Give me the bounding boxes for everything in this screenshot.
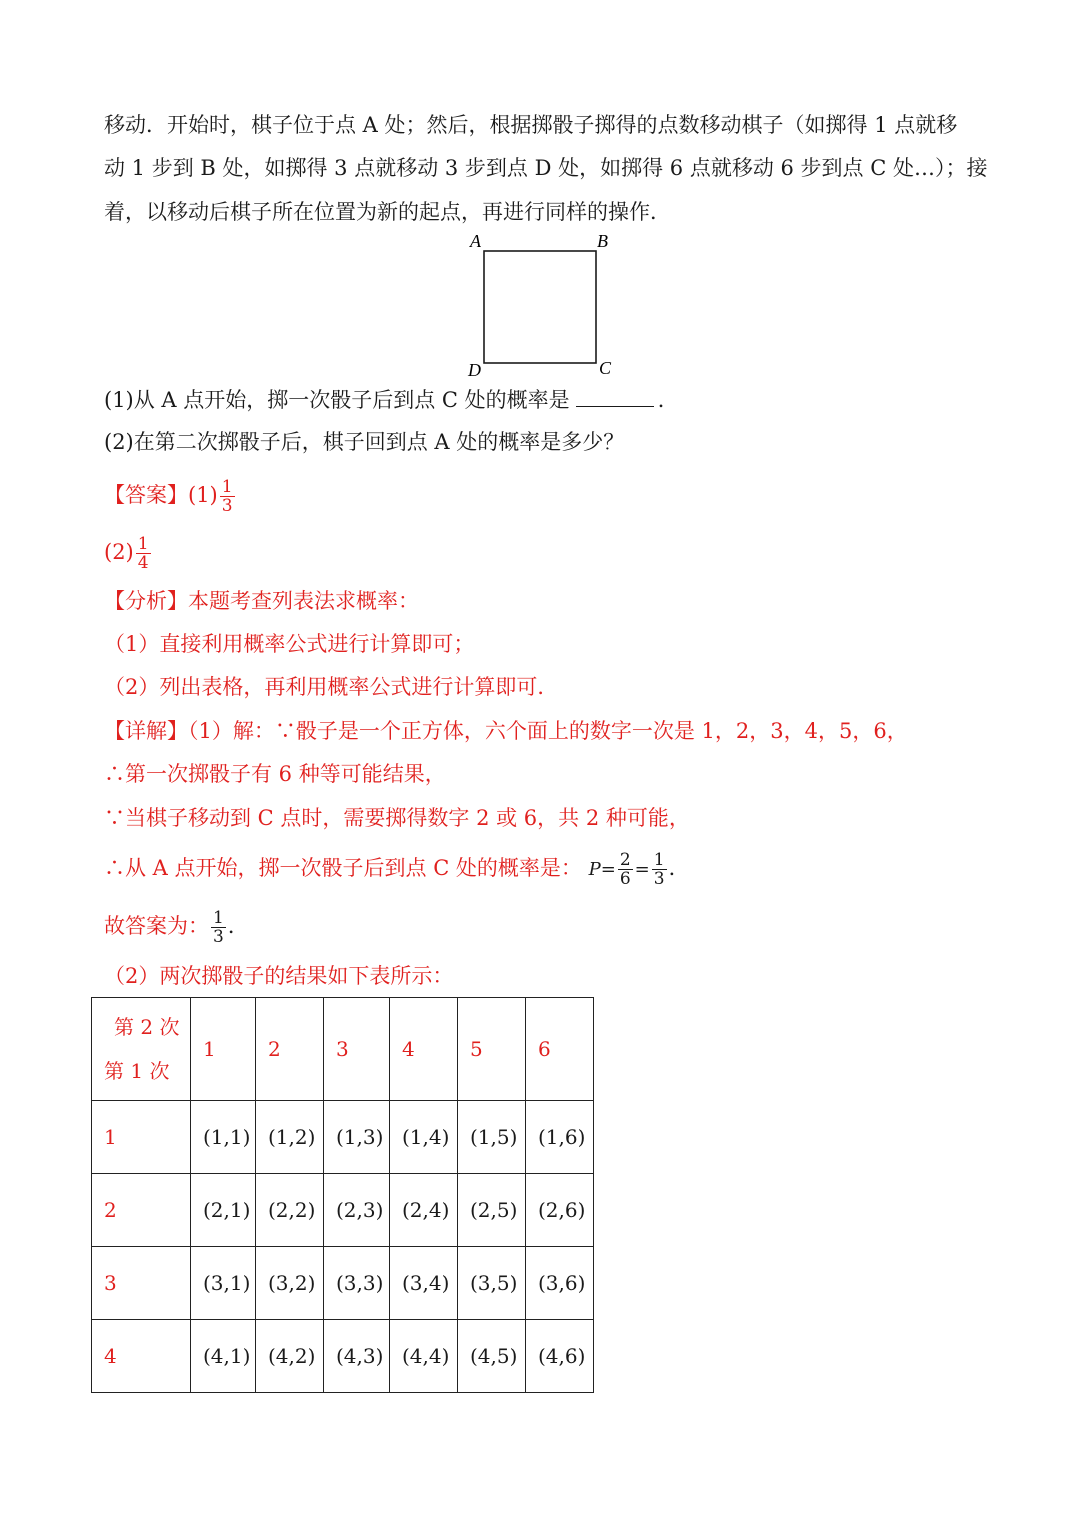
corner-label-second-roll: 第 2 次 bbox=[114, 1015, 180, 1039]
vertex-label-d: D bbox=[468, 360, 481, 380]
table-corner-cell bbox=[92, 998, 191, 1101]
analysis-tag: 【分析】 bbox=[104, 589, 188, 613]
equals-sign-1: = bbox=[600, 859, 616, 880]
row-header: 1 bbox=[92, 1101, 191, 1174]
problem-line-1: 移动．开始时，棋子位于点 A 处；然后，根据掷骰子掷得的点数移动棋子（如掷得 1 点就移 bbox=[104, 113, 958, 137]
table-cell: (4,1) bbox=[191, 1320, 256, 1393]
table-cell: (1,3) bbox=[324, 1101, 390, 1174]
detail-text-5: 故答案为： bbox=[104, 914, 209, 938]
answer-line-2 bbox=[104, 535, 153, 572]
detail-tag: 【详解】 bbox=[104, 719, 188, 743]
row-header: 4 bbox=[92, 1320, 191, 1393]
detail-line-2: ∴第一次掷骰子有 6 种等可能结果， bbox=[104, 762, 446, 786]
table-cell: (1,1) bbox=[191, 1101, 256, 1174]
vertex-label-b: B bbox=[597, 231, 608, 251]
table-cell: (4,4) bbox=[390, 1320, 458, 1393]
problem-line-3: 着，以移动后棋子所在位置为新的起点，再进行同样的操作． bbox=[104, 200, 671, 224]
problem-line-2: 动 1 步到 B 处，如掷得 3 点就移动 3 步到点 D 处，如掷得 6 点就移动 6 步到点 C 处…）；接 bbox=[104, 156, 988, 180]
square-figure bbox=[462, 226, 622, 386]
detail-text-4: ∴从 A 点开始，掷一次骰子后到点 C 处的概率是： bbox=[104, 856, 582, 880]
detail-line-6: （2）两次掷骰子的结果如下表所示： bbox=[104, 964, 454, 988]
table-cell: (3,5) bbox=[458, 1247, 526, 1320]
fraction-final-answer bbox=[211, 909, 226, 946]
table-cell: (1,6) bbox=[526, 1101, 594, 1174]
vertex-label-c: C bbox=[599, 358, 612, 378]
table-cell: (2,5) bbox=[458, 1174, 526, 1247]
fraction-two-sixths bbox=[618, 851, 633, 888]
table-cell: (2,6) bbox=[526, 1174, 594, 1247]
answer-1-label: (1) bbox=[188, 483, 218, 507]
analysis-line bbox=[104, 586, 419, 616]
column-header: 1 bbox=[191, 998, 256, 1101]
dice-results-table bbox=[91, 997, 594, 1393]
analysis-intro: 本题考查列表法求概率： bbox=[188, 589, 419, 613]
detail-line-1 bbox=[104, 716, 908, 746]
fraction-denominator: 6 bbox=[619, 869, 631, 889]
table-cell: (2,1) bbox=[191, 1174, 256, 1247]
detail-text-4-end: ． bbox=[668, 856, 690, 880]
answer-tag: 【答案】 bbox=[104, 483, 188, 507]
column-header: 2 bbox=[256, 998, 324, 1101]
answer-2-fraction bbox=[136, 535, 151, 572]
fraction-denominator: 3 bbox=[653, 869, 665, 889]
answer-1-fraction bbox=[220, 478, 235, 515]
question-1-text: (1)从 A 点开始，掷一次骰子后到点 C 处的概率是 bbox=[104, 388, 570, 412]
column-header: 3 bbox=[324, 998, 390, 1101]
corner-label-first-roll: 第 1 次 bbox=[104, 1059, 170, 1083]
column-header: 5 bbox=[458, 998, 526, 1101]
table-cell: (1,4) bbox=[390, 1101, 458, 1174]
table-cell: (2,3) bbox=[324, 1174, 390, 1247]
vertex-label-a: A bbox=[470, 231, 481, 251]
table-cell: (2,2) bbox=[256, 1174, 324, 1247]
fraction-numerator: 1 bbox=[213, 908, 224, 928]
answer-line-1 bbox=[104, 478, 237, 515]
table-row bbox=[92, 1247, 594, 1320]
equals-sign-2: = bbox=[634, 859, 650, 880]
row-header: 2 bbox=[92, 1174, 191, 1247]
table-cell: (3,3) bbox=[324, 1247, 390, 1320]
fraction-numerator: 1 bbox=[653, 850, 665, 870]
detail-line-4 bbox=[104, 851, 690, 888]
row-header: 3 bbox=[92, 1247, 191, 1320]
table-cell: (4,2) bbox=[256, 1320, 324, 1393]
table-cell: (3,1) bbox=[191, 1247, 256, 1320]
column-header: 4 bbox=[390, 998, 458, 1101]
answer-2-label: (2) bbox=[104, 540, 134, 564]
table-cell: (3,6) bbox=[526, 1247, 594, 1320]
detail-text-1: （1）解：∵骰子是一个正方体，六个面上的数字一次是 1，2，3，4，5，6， bbox=[188, 719, 908, 743]
table-cell: (3,4) bbox=[390, 1247, 458, 1320]
analysis-step-2: （2）列出表格，再利用概率公式进行计算即可． bbox=[104, 675, 559, 699]
table-cell: (2,4) bbox=[390, 1174, 458, 1247]
table-header-row bbox=[92, 998, 594, 1101]
table-cell: (4,5) bbox=[458, 1320, 526, 1393]
table-cell: (4,6) bbox=[526, 1320, 594, 1393]
table-row bbox=[92, 1174, 594, 1247]
fraction-denominator: 4 bbox=[137, 553, 149, 573]
table-cell: (1,2) bbox=[256, 1101, 324, 1174]
fraction-one-third bbox=[652, 851, 667, 888]
question-2: (2)在第二次掷骰子后，棋子回到点 A 处的概率是多少？ bbox=[104, 430, 625, 454]
table-row bbox=[92, 1320, 594, 1393]
table-cell: (3,2) bbox=[256, 1247, 324, 1320]
question-1-end: ． bbox=[657, 388, 679, 412]
probability-symbol: P bbox=[588, 859, 601, 880]
fraction-denominator: 3 bbox=[213, 927, 224, 947]
table-cell: (4,3) bbox=[324, 1320, 390, 1393]
square-outline bbox=[484, 251, 596, 363]
fraction-numerator: 1 bbox=[221, 477, 233, 497]
table-cell: (1,5) bbox=[458, 1101, 526, 1174]
table-row bbox=[92, 1101, 594, 1174]
question-1 bbox=[104, 384, 679, 415]
detail-line-3: ∵当棋子移动到 C 点时，需要掷得数字 2 或 6，共 2 种可能， bbox=[104, 806, 690, 830]
fraction-numerator: 2 bbox=[619, 850, 631, 870]
answer-blank bbox=[576, 384, 654, 407]
column-header: 6 bbox=[526, 998, 594, 1101]
fraction-denominator: 3 bbox=[221, 496, 233, 516]
analysis-step-1: （1）直接利用概率公式进行计算即可； bbox=[104, 632, 475, 656]
fraction-numerator: 1 bbox=[137, 534, 149, 554]
detail-text-5-end: ． bbox=[227, 914, 249, 938]
detail-line-5 bbox=[104, 909, 249, 946]
